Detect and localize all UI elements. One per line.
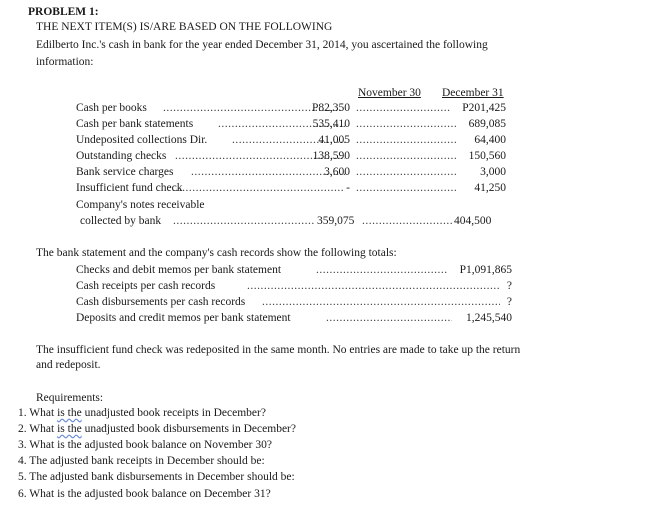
balance-row-label: Cash per books [76,102,147,114]
balance-row-nov: 535,410 [312,118,350,130]
requirement-text: 1. What [18,407,58,419]
intro-line-1: Edilberto Inc.'s cash in bank for the year ended December 31, 2014, you ascertained the following [36,39,488,51]
notes-value-dec: 404,500 [454,215,492,227]
totals-row-value: ? [506,280,512,292]
notes-label-line-1: Company's notes receivable [76,199,205,211]
spellcheck-mark: is the [57,423,82,435]
requirement-text-rest: unadjusted book disbursements in December? [81,423,296,435]
requirement-text: 5. The adjusted bank disbursements in December should be: [18,471,295,483]
totals-row-value: P1,091,865 [459,264,512,276]
requirement-text: 6. What is the adjusted book balance on December 31? [18,488,271,500]
note-line-2: and redeposit. [36,359,101,371]
balance-row-dec: 41,250 [474,182,506,194]
balance-row-nov: 3,600 [324,166,350,178]
intro-line-2: information: [36,56,94,68]
requirements-heading: Requirements: [36,392,104,404]
leader-dots [173,214,315,228]
leader-dots [356,101,451,115]
balance-row-label: Bank service charges [76,166,174,178]
requirement-item [18,406,266,420]
requirement-item [18,470,295,484]
balance-row-dec: 64,400 [474,134,506,146]
balance-row-dec: 3,000 [480,166,506,178]
totals-row-value: ? [506,296,512,308]
balance-row-dec: 689,085 [468,118,506,130]
leader-dots [316,263,448,277]
instruction-line: THE NEXT ITEM(S) IS/ARE BASED ON THE FOLLOWING [36,21,333,33]
leader-dots [362,214,452,228]
balance-row-label: Outstanding checks [76,150,167,162]
totals-row-label: Deposits and credit memos per bank statement [76,312,291,324]
totals-row-label: Checks and debit memos per bank statement [76,264,282,276]
notes-label-line-2: collected by bank [80,215,162,227]
totals-row-label: Cash disbursements per cash records [76,296,246,308]
note-line-1: The insufficient fund check was redeposited in the same month. No entries are made to take up the return [36,344,521,356]
requirement-text: 4. The adjusted bank receipts in December should be: [18,455,265,467]
col-header-december: December 31 [442,87,504,99]
balance-row-label: Cash per bank statements [76,118,194,130]
balance-row-label: Insufficient fund check [76,182,183,194]
requirement-text: 3. What is the adjusted book balance on November 30? [18,439,272,451]
balance-row-nov: P82,350 [311,102,350,114]
requirement-text: 2. What [18,423,58,435]
balance-row-dec: P201,425 [462,102,506,114]
balance-row-nov: 138,590 [312,150,350,162]
requirement-item [18,487,271,501]
totals-row-label: Cash receipts per cash records [76,280,216,292]
requirement-item [18,438,272,452]
requirement-item [18,454,265,468]
requirement-item [18,422,296,436]
notes-value-nov: 359,075 [317,215,355,227]
balance-row-nov: 41,005 [318,134,350,146]
totals-row-value: 1,245,540 [466,312,512,324]
problem-heading: PROBLEM 1: [28,6,99,18]
col-header-november: November 30 [358,87,421,99]
balance-row-nov: - [346,182,350,194]
spellcheck-mark: is the [57,407,82,419]
totals-intro: The bank statement and the company's cash records show the following totals: [36,247,397,259]
balance-row-label: Undeposited collections Dir. [76,134,208,146]
requirement-text-rest: unadjusted book receipts in December? [81,407,266,419]
balance-row-dec: 150,560 [468,150,506,162]
